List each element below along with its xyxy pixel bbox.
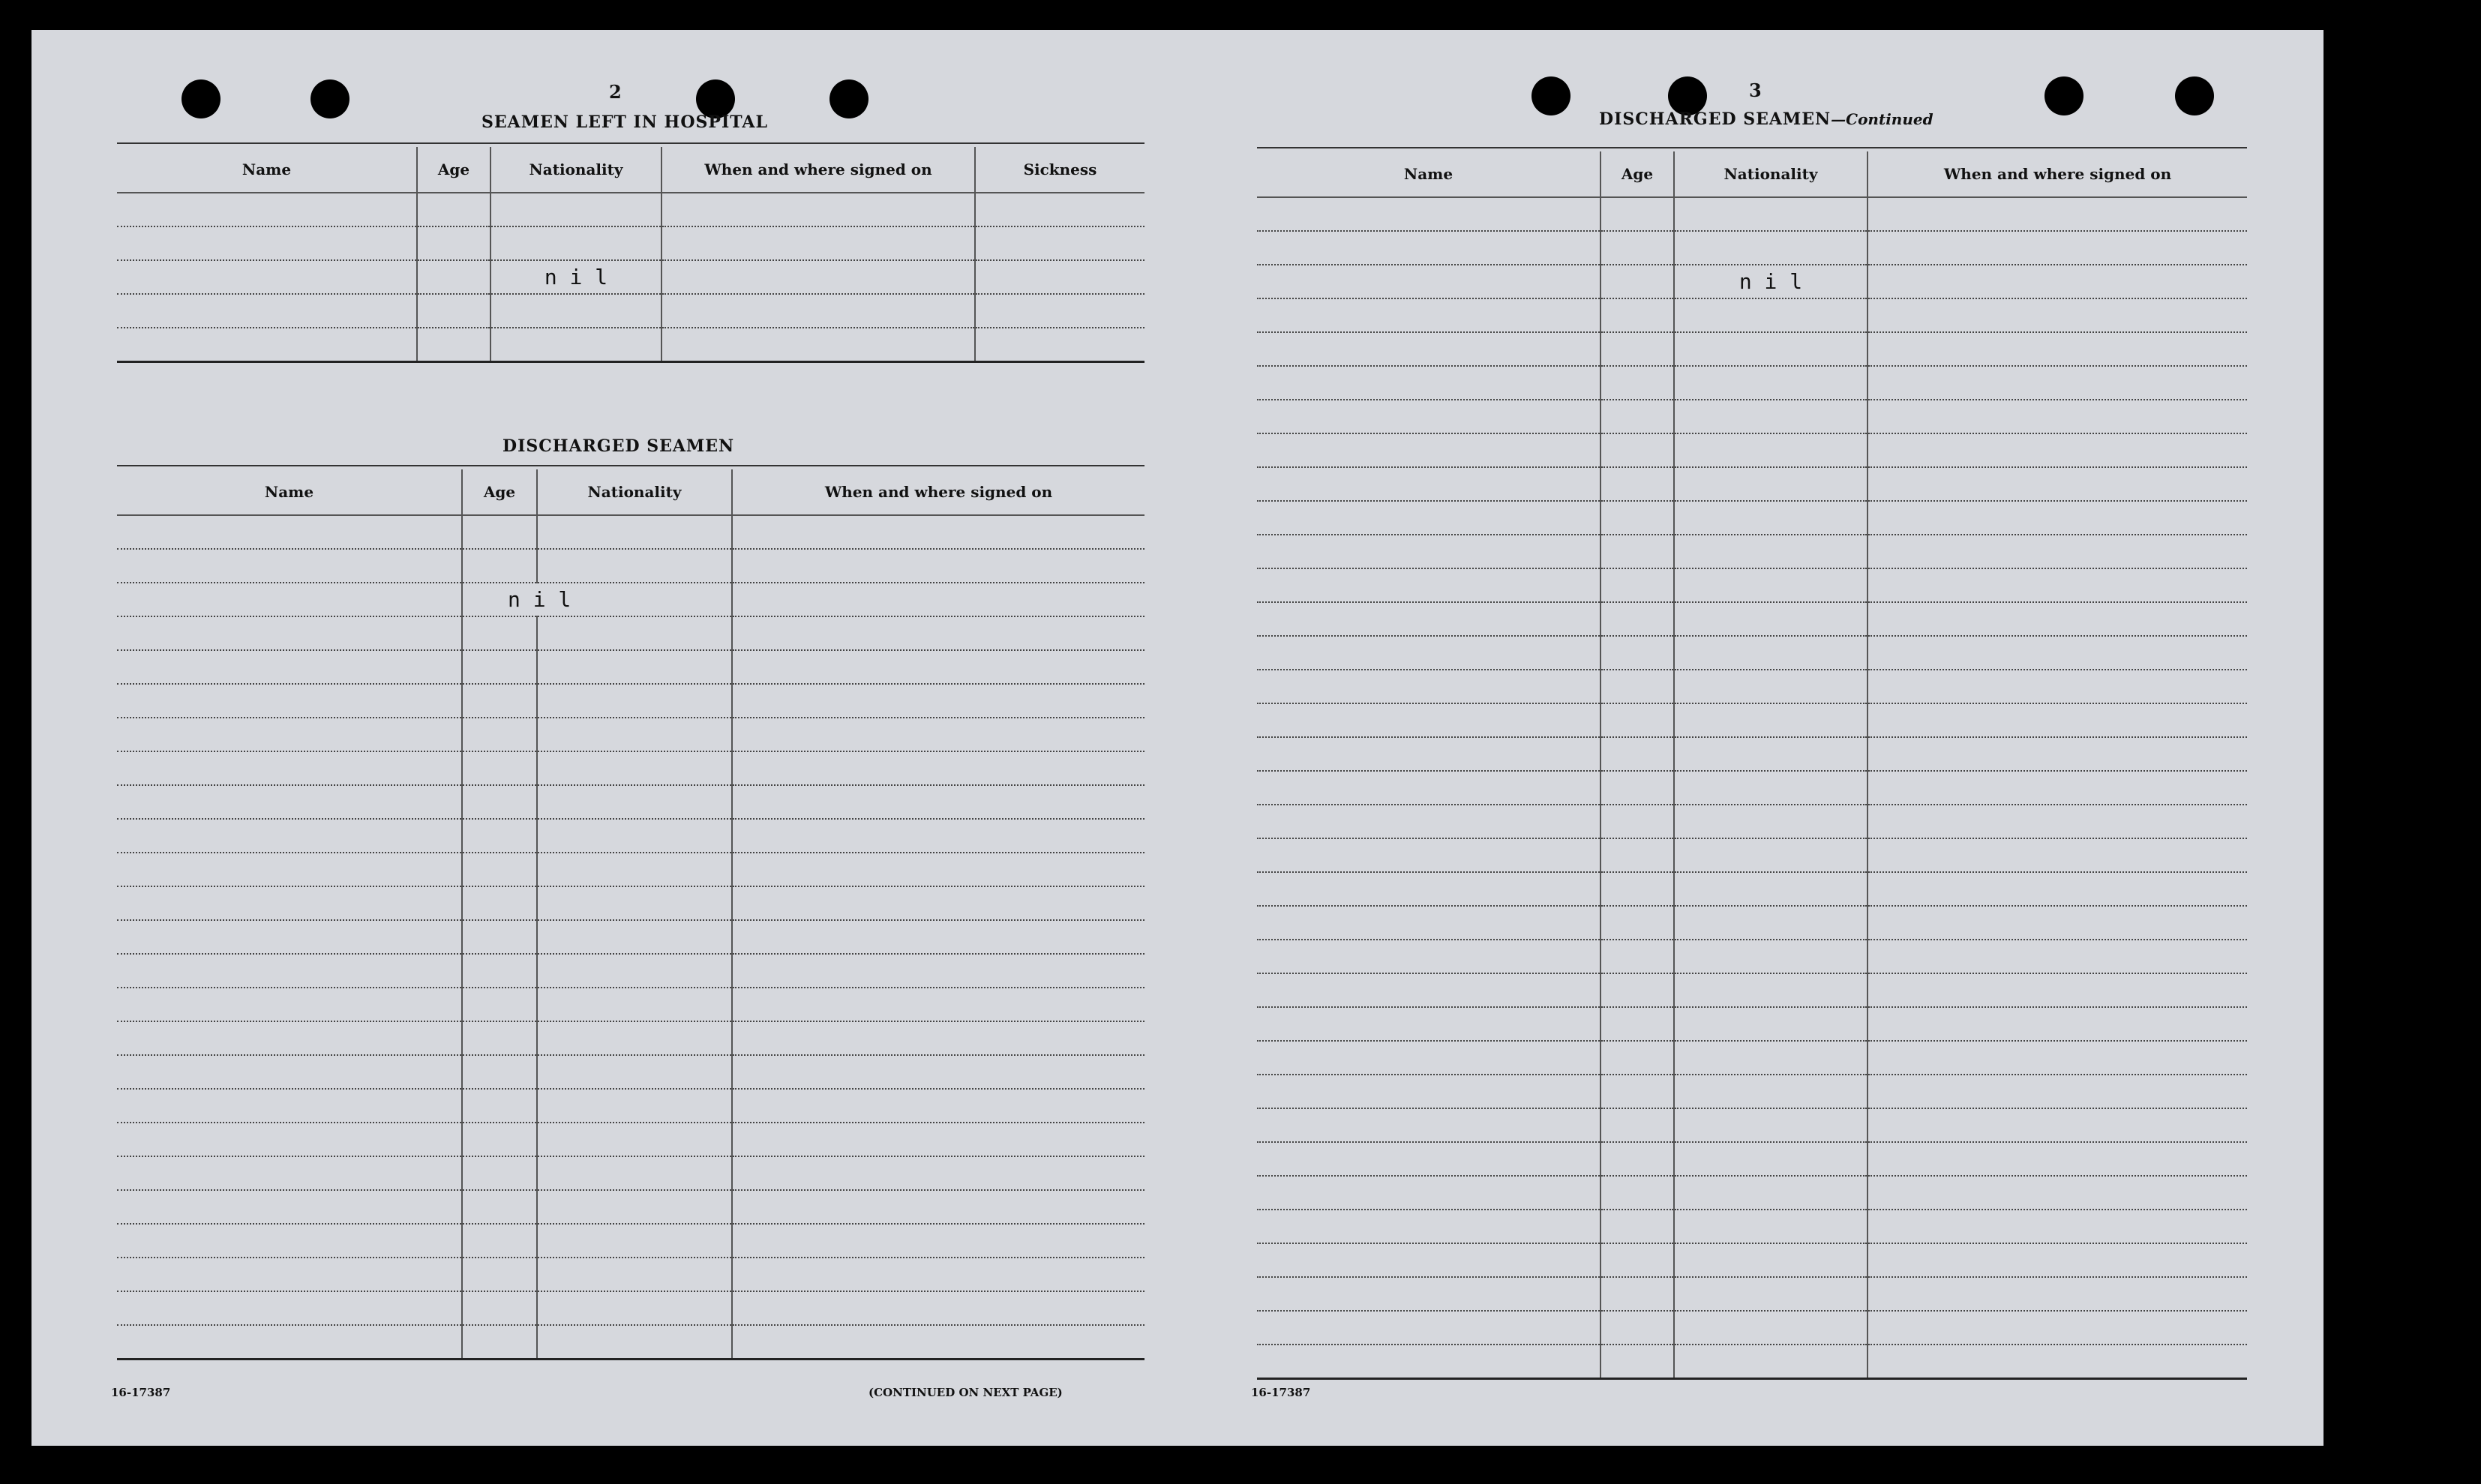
column-header-nationality: Nationality (490, 147, 662, 193)
table-row (117, 920, 1144, 954)
table-row (117, 1055, 1144, 1089)
table-row (117, 193, 1144, 226)
table-row (1257, 805, 2247, 838)
table-row (1257, 906, 2247, 940)
table-row (1257, 940, 2247, 973)
table-row (1257, 332, 2247, 366)
table-row (117, 1089, 1144, 1123)
punch-hole (2044, 76, 2084, 115)
table-row (117, 1291, 1144, 1325)
table-row (1257, 771, 2247, 805)
table-row (1257, 703, 2247, 737)
table-header-row (117, 147, 1144, 193)
table-row (1257, 1243, 2247, 1277)
discharged-continued-table (1257, 151, 2247, 1380)
punch-hole (182, 79, 220, 118)
scanned-document (32, 30, 2324, 1446)
table-row (1257, 602, 2247, 636)
table-row (1257, 838, 2247, 872)
table-row (117, 718, 1144, 751)
column-header-name: Name (117, 469, 462, 515)
column-header-name: Name (1257, 151, 1600, 197)
title-suffix: —Continued (1831, 110, 1934, 128)
table-row (117, 226, 1144, 260)
column-header-name: Name (117, 147, 417, 193)
table-row (117, 328, 1144, 362)
column-header-age: Age (1600, 151, 1674, 197)
table-row (1257, 1108, 2247, 1142)
table-row (117, 1021, 1144, 1055)
divider (117, 465, 1144, 466)
table-header-row (1257, 151, 2247, 197)
table-row (1257, 231, 2247, 265)
column-header-age: Age (417, 147, 490, 193)
table-row (1257, 501, 2247, 535)
table-row (117, 988, 1144, 1021)
table-row (117, 785, 1144, 819)
page-number: 3 (1749, 79, 1762, 101)
divider (117, 142, 1144, 144)
table-row (117, 853, 1144, 886)
table-row (1257, 433, 2247, 467)
column-header-sickness: Sickness (975, 147, 1144, 193)
typed-entry: n i l (1674, 265, 1868, 298)
table-row (117, 954, 1144, 988)
page-left (32, 30, 1156, 1446)
table-row (1257, 737, 2247, 771)
page-number: 2 (609, 81, 622, 103)
column-header-nationality: Nationality (537, 469, 732, 515)
table-row (1257, 400, 2247, 433)
table-row (117, 260, 1144, 294)
table-row (1257, 1007, 2247, 1041)
continued-note: (CONTINUED ON NEXT PAGE) (868, 1386, 1063, 1399)
table-row (1257, 1075, 2247, 1108)
table-row (1257, 670, 2247, 703)
page-right (1232, 30, 2324, 1446)
column-header-nationality: Nationality (1674, 151, 1868, 197)
table-row (117, 819, 1144, 853)
table-row (117, 1224, 1144, 1258)
table-row (117, 1123, 1144, 1156)
table-row (117, 1190, 1144, 1224)
table-row (1257, 467, 2247, 501)
column-header-signed-on: When and where signed on (1868, 151, 2247, 197)
table-row (1257, 1041, 2247, 1075)
section-title-discharged: DISCHARGED SEAMEN (502, 436, 735, 456)
table-row (117, 549, 1144, 583)
table-row (1257, 872, 2247, 906)
table-row (117, 294, 1144, 328)
column-header-age: Age (462, 469, 537, 515)
table-row (117, 1258, 1144, 1291)
table-row (1257, 568, 2247, 602)
table-row (117, 886, 1144, 920)
divider (1257, 147, 2247, 148)
punch-hole (830, 79, 868, 118)
table-row (1257, 636, 2247, 670)
table-row (1257, 366, 2247, 400)
table-header-row (117, 469, 1144, 515)
section-title-discharged-continued (1599, 109, 1934, 129)
table-row (117, 751, 1144, 785)
table-row (1257, 265, 2247, 298)
form-number: 16-17387 (111, 1386, 171, 1399)
table-row (117, 515, 1144, 549)
table-row (117, 583, 1144, 616)
table-row (1257, 1277, 2247, 1311)
punch-hole (2175, 76, 2214, 115)
table-row (1257, 1210, 2247, 1243)
table-row (1257, 1176, 2247, 1210)
table-row (1257, 973, 2247, 1007)
typed-entry: n i l (462, 583, 732, 616)
punch-hole (310, 79, 350, 118)
title-main: DISCHARGED SEAMEN (1599, 109, 1832, 129)
table-row (1257, 1142, 2247, 1176)
table-row (117, 684, 1144, 718)
table-row (117, 650, 1144, 684)
punch-hole (1532, 76, 1570, 115)
discharged-table (117, 469, 1144, 1360)
section-title-hospital: SEAMEN LEFT IN HOSPITAL (482, 112, 768, 132)
table-row (1257, 535, 2247, 568)
table-row (1257, 1345, 2247, 1379)
table-row (117, 616, 1144, 650)
table-row (1257, 1311, 2247, 1345)
column-header-signed-on: When and where signed on (732, 469, 1144, 515)
table-row (117, 1325, 1144, 1360)
column-header-signed-on: When and where signed on (662, 147, 975, 193)
table-row (1257, 298, 2247, 332)
table-row (117, 1156, 1144, 1190)
hospital-table (117, 147, 1144, 363)
typed-entry: n i l (490, 260, 662, 294)
form-number: 16-17387 (1251, 1386, 1311, 1399)
table-row (1257, 197, 2247, 231)
